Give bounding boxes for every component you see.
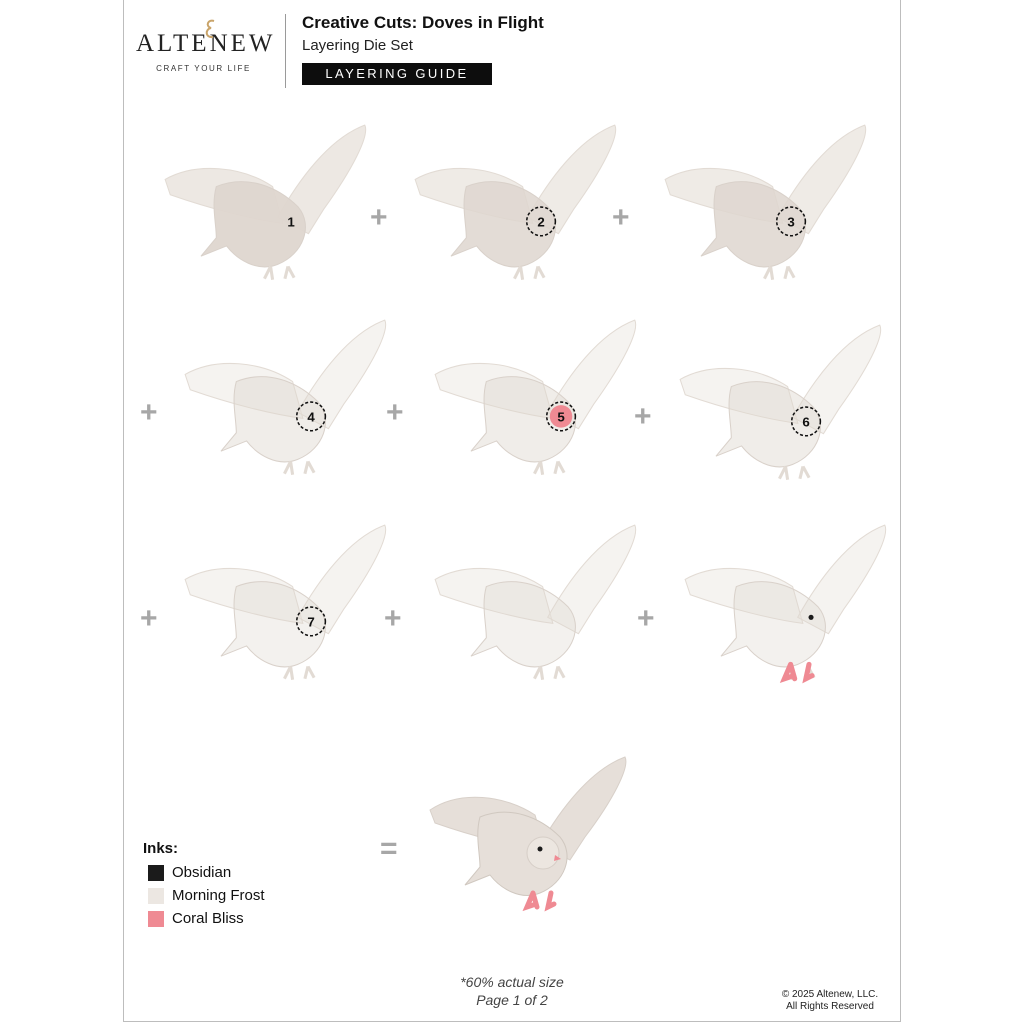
step-number: 5: [557, 409, 565, 425]
plus-operator: +: [384, 602, 402, 635]
brand-tagline: CRAFT YOUR LIFE: [156, 64, 251, 73]
step-dove-illustration: [180, 315, 395, 485]
dove-eye-icon: [808, 615, 813, 620]
step-dove-illustration: [180, 520, 395, 690]
ink-swatch: [148, 865, 164, 881]
plus-operator: +: [634, 400, 652, 433]
page-number: Page 1 of 2: [476, 992, 548, 1008]
size-note: [412, 973, 612, 1009]
ink-item: [143, 884, 265, 907]
copyright-line: © 2025 Altenew, LLC.: [781, 989, 879, 1000]
step-number: 1: [287, 214, 295, 230]
copyright: [760, 989, 900, 1013]
step-number: 6: [802, 414, 810, 430]
ink-name: Coral Bliss: [172, 910, 244, 927]
brand-logo: [136, 30, 276, 73]
ink-swatch: [148, 888, 164, 904]
page-subtitle: Layering Die Set: [302, 37, 413, 54]
layering-guide-badge: LAYERING GUIDE: [302, 63, 492, 85]
ink-item: [143, 861, 265, 884]
ink-name: Obsidian: [172, 864, 232, 881]
inks-title: Inks:: [143, 840, 179, 857]
step-dove-illustration: [660, 120, 875, 290]
plus-operator: +: [370, 201, 388, 234]
step-number: 7: [307, 614, 315, 630]
step-number: 3: [787, 214, 795, 230]
final-dove-illustration: [425, 750, 635, 920]
plus-operator: +: [612, 201, 630, 234]
plus-operator: +: [140, 602, 158, 635]
inks-legend: [143, 840, 265, 930]
header-divider: [285, 14, 286, 88]
page-title: Creative Cuts: Doves in Flight: [302, 13, 544, 32]
step-dove-illustration: [410, 120, 625, 290]
ink-swatch: [148, 911, 164, 927]
step-dove-illustration: [675, 320, 890, 490]
plus-operator: +: [386, 396, 404, 429]
brand-name: ALTENEW: [136, 30, 276, 57]
plus-operator: +: [637, 602, 655, 635]
plus-operator: +: [140, 396, 158, 429]
step-number: 4: [307, 409, 315, 425]
dove-eye-icon: [538, 847, 543, 852]
step-dove-illustration: [430, 520, 645, 690]
equals-operator: =: [380, 832, 398, 865]
step-dove-illustration: [430, 315, 645, 485]
step-dove-illustration: [160, 120, 375, 290]
step-dove-illustration: [680, 520, 895, 690]
step-number: 2: [537, 214, 545, 230]
rights-line: All Rights Reserved: [786, 1001, 874, 1012]
ink-name: Morning Frost: [172, 887, 265, 904]
ink-item: [143, 907, 265, 930]
logo-swirl-icon: [202, 18, 220, 40]
size-note-line: *60% actual size: [460, 974, 564, 990]
